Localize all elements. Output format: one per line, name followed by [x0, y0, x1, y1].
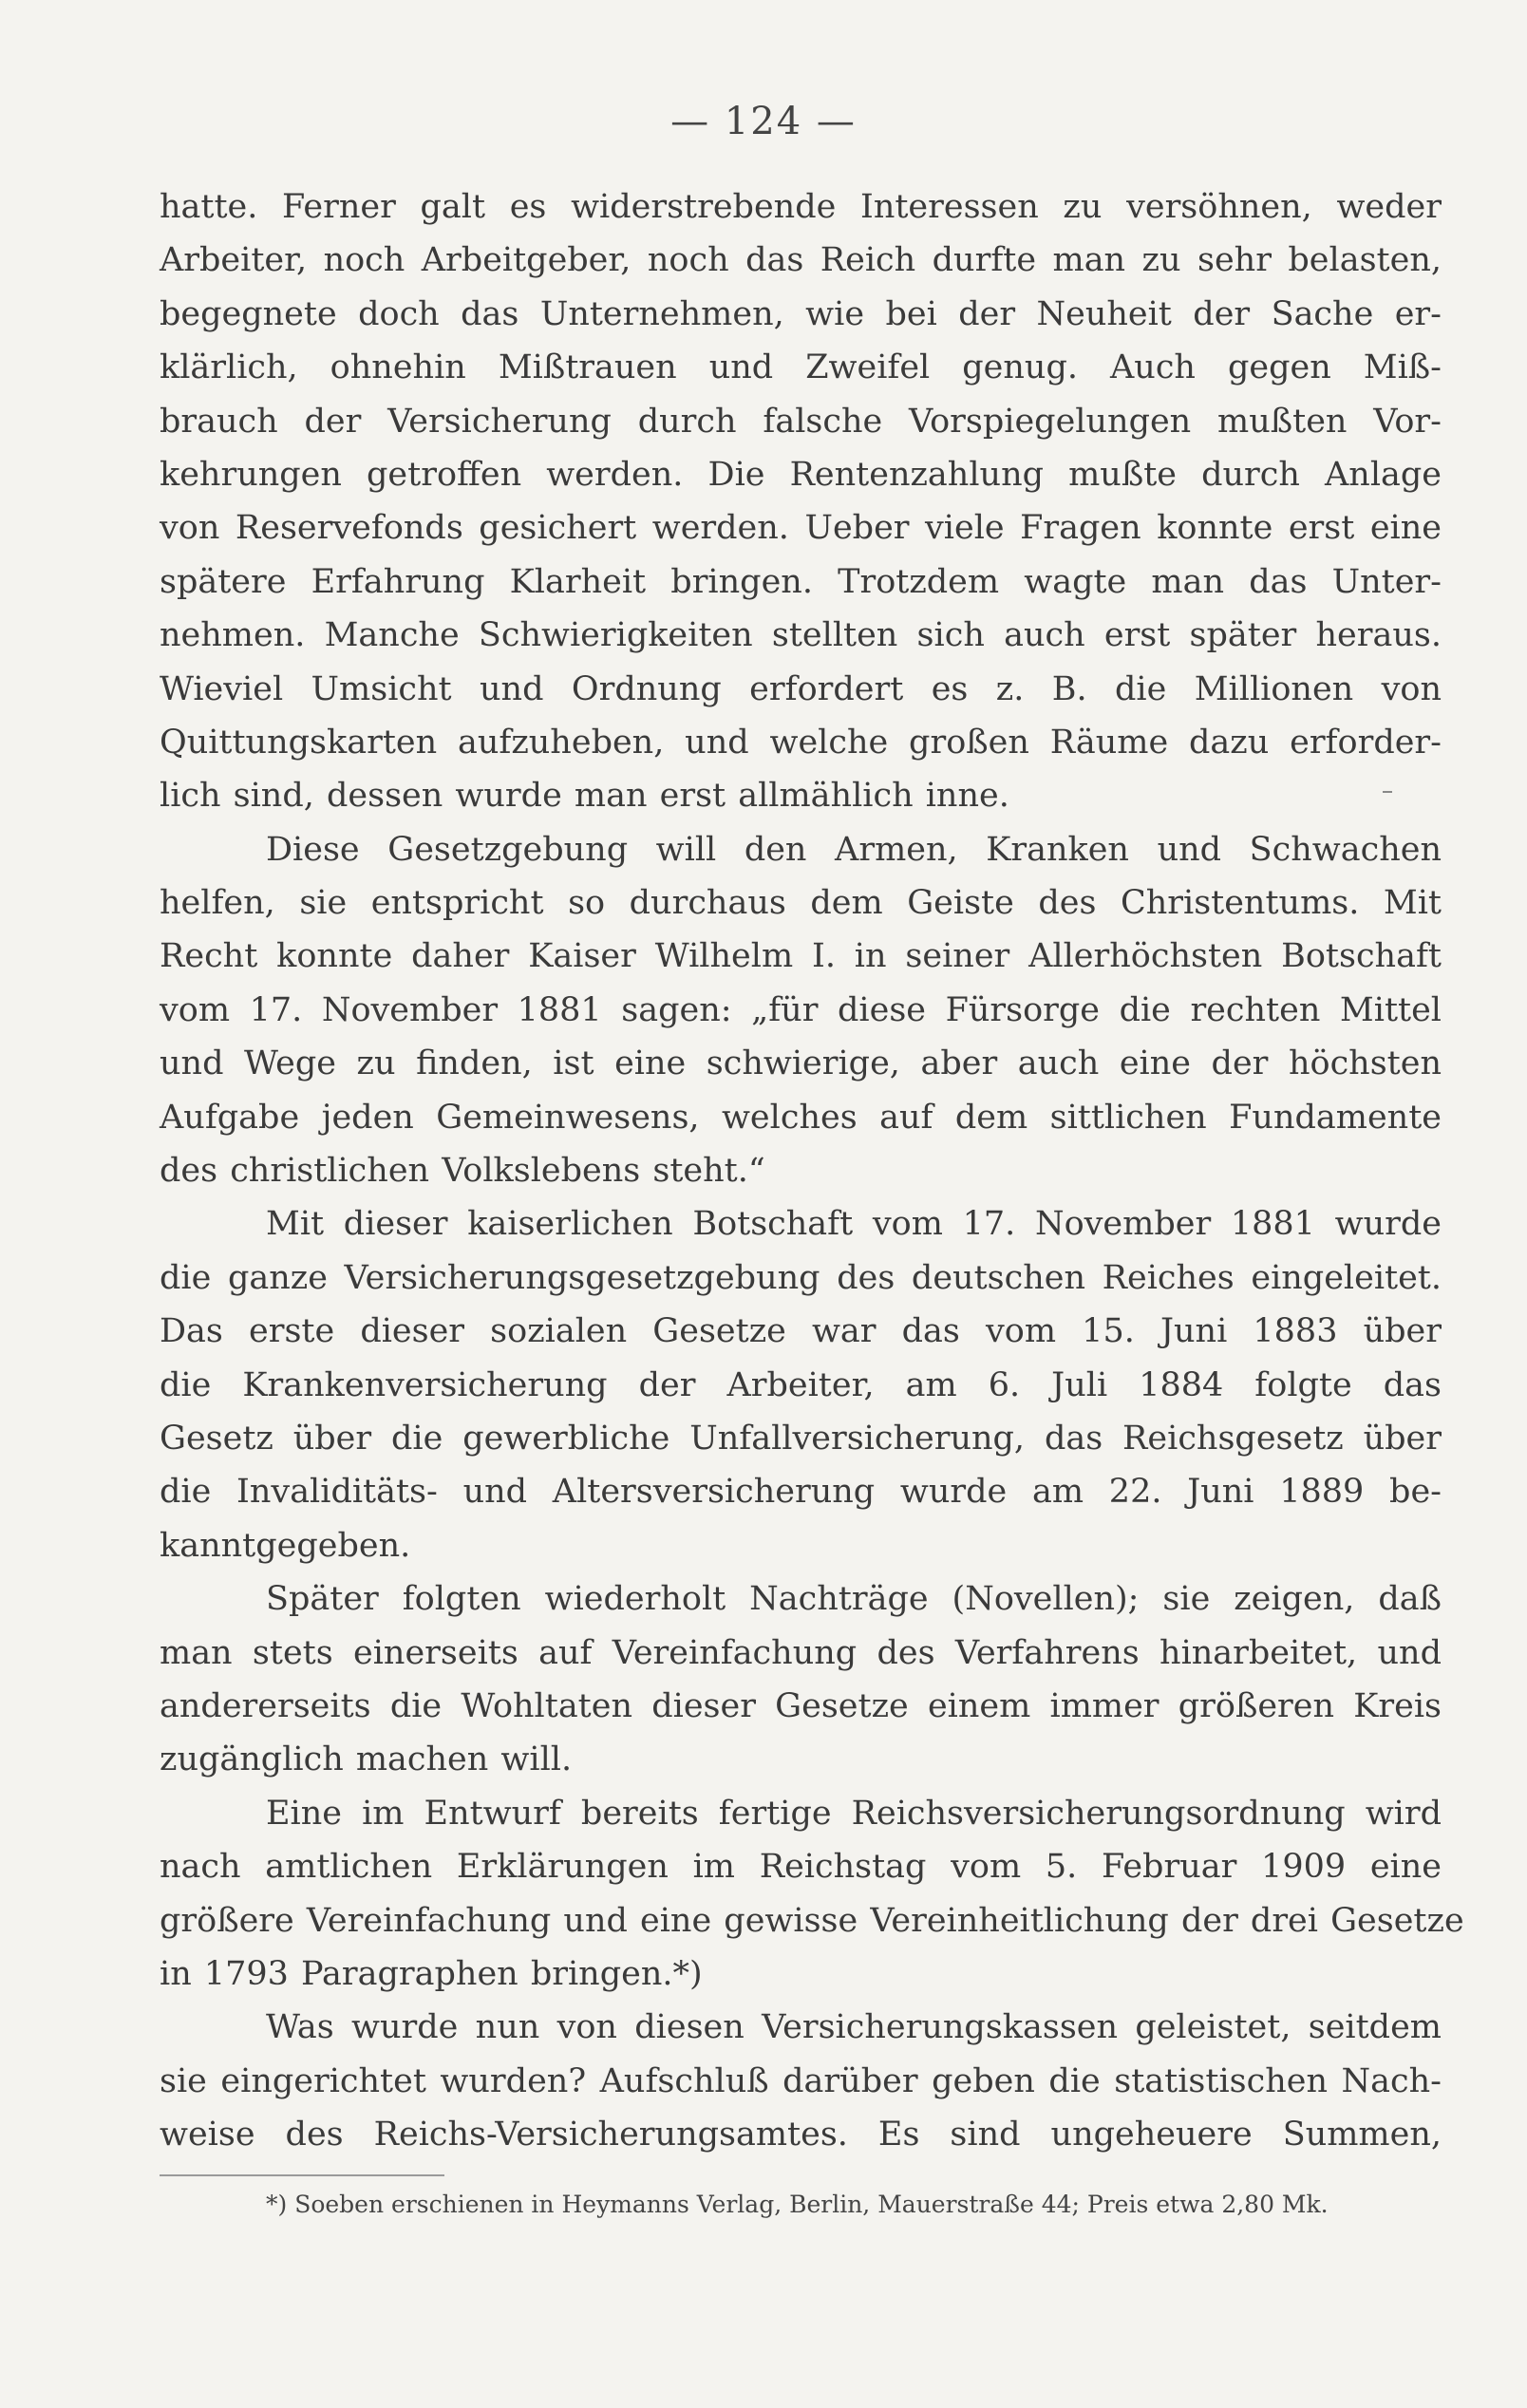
page-number: — 124 — — [670, 100, 857, 143]
footnote: *) Soeben erschienen in Heymanns Verlag, Berlin, Mauerstraße 44; Preis etwa 2,80 Mk. — [266, 2191, 1329, 2218]
paragraph-start-line: Später folgten wiederholt Nachträge (Novellen); sie zeigen, daß — [266, 1580, 1442, 1619]
text-line: die Krankenversicherung der Arbeiter, am 6. Juli 1884 folgte das — [160, 1365, 1442, 1404]
text-line: begegnete doch das Unternehmen, wie bei der Neuheit der Sache er- — [160, 294, 1442, 333]
text-line: Quittungskarten aufzuheben, und welche großen Räume dazu erforder- — [160, 723, 1442, 762]
text-line: in 1793 Paragraphen bringen.*) — [160, 1954, 703, 1993]
text-line: nehmen. Manche Schwierigkeiten stellten sich auch erst später heraus. — [160, 616, 1442, 655]
text-line: spätere Erfahrung Klarheit bringen. Trotzdem wagte man das Unter- — [160, 562, 1442, 601]
text-line: helfen, sie entspricht so durchaus dem Geiste des Christentums. Mit — [160, 884, 1442, 923]
text-line: die Invaliditäts- und Altersversicherung wurde am 22. Juni 1889 be- — [160, 1473, 1442, 1512]
body-text — [160, 180, 1464, 2161]
paragraph-start-line: Eine im Entwurf bereits fertige Reichsversicherungsordnung wird — [266, 1794, 1442, 1833]
text-line: zugänglich machen will. — [160, 1740, 573, 1779]
text-line: hatte. Ferner galt es widerstrebende Interessen zu versöhnen, weder — [160, 188, 1442, 226]
text-line: klärlich, ohnehin Mißtrauen und Zweifel genug. Auch gegen Miß- — [160, 348, 1442, 387]
text-line: Gesetz über die gewerbliche Unfallversicherung, das Reichsgesetz über — [160, 1419, 1442, 1458]
ink-speck — [1383, 791, 1392, 793]
text-line: vom 17. November 1881 sagen: „für diese Fürsorge die rechten Mittel — [160, 990, 1442, 1029]
text-line: Das erste dieser sozialen Gesetze war das vom 15. Juni 1883 über — [160, 1312, 1442, 1351]
text-line: weise des Reichs-Versicherungsamtes. Es sind ungeheuere Summen, — [160, 2116, 1442, 2154]
text-line: lich sind, dessen wurde man erst allmählich inne. — [160, 777, 1009, 816]
text-line: von Reservefonds gesichert werden. Ueber viele Fragen konnte erst eine — [160, 509, 1442, 548]
text-line: größere Vereinfachung und eine gewisse Vereinheitlichung der drei Gesetze — [160, 1901, 1464, 1940]
text-line: sie eingerichtet wurden? Aufschluß darüber geben die statistischen Nach- — [160, 2061, 1442, 2100]
text-line: des christlichen Volkslebens steht.“ — [160, 1152, 765, 1191]
paragraph-start-line: Mit dieser kaiserlichen Botschaft vom 17. November 1881 wurde — [266, 1205, 1442, 1244]
paragraph-start-line: Diese Gesetzgebung will den Armen, Kranken und Schwachen — [266, 830, 1442, 869]
text-line: man stets einerseits auf Vereinfachung des Verfahrens hinarbeitet, und — [160, 1633, 1442, 1672]
text-line: brauch der Versicherung durch falsche Vorspiegelungen mußten Vor- — [160, 402, 1442, 441]
text-line: kanntgegeben. — [160, 1526, 411, 1565]
text-line: Wieviel Umsicht und Ordnung erfordert es z. B. die Millionen von — [160, 669, 1442, 708]
text-line: nach amtlichen Erklärungen im Reichstag vom 5. Februar 1909 eine — [160, 1848, 1442, 1887]
text-line: die ganze Versicherungsgesetzgebung des deutschen Reiches eingeleitet. — [160, 1258, 1442, 1297]
text-line: andererseits die Wohltaten dieser Gesetze einem immer größeren Kreis — [160, 1686, 1442, 1725]
text-line: und Wege zu finden, ist eine schwierige, aber auch eine der höchsten — [160, 1044, 1442, 1083]
footnote-divider — [160, 2174, 444, 2176]
text-line: Arbeiter, noch Arbeitgeber, noch das Reich durfte man zu sehr belasten, — [160, 241, 1442, 280]
text-line: kehrungen getroffen werden. Die Rentenzahlung mußte durch Anlage — [160, 455, 1442, 494]
paragraph-start-line: Was wurde nun von diesen Versicherungskassen geleistet, seitdem — [266, 2008, 1442, 2047]
text-line: Recht konnte daher Kaiser Wilhelm I. in seiner Allerhöchsten Botschaft — [160, 937, 1442, 976]
text-line: Aufgabe jeden Gemeinwesens, welches auf dem sittlichen Fundamente — [160, 1098, 1442, 1137]
